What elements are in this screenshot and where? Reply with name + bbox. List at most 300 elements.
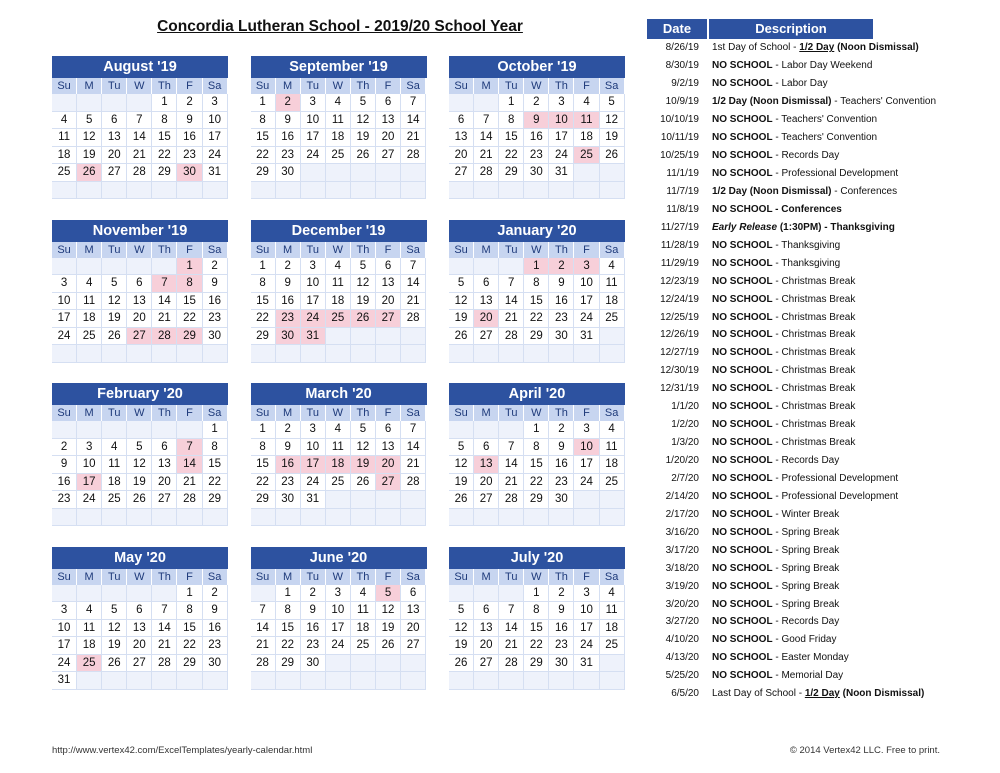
row-description [701,599,947,610]
weekday-label: M [474,242,499,258]
month-grid [449,569,625,690]
day-cell: 6 [376,94,401,112]
empty-cell [449,509,474,527]
row-description [701,419,947,430]
row-description [701,204,947,215]
row-date: 3/17/20 [665,544,699,556]
day-cell: 11 [600,439,625,457]
day-cell: 16 [52,474,77,492]
row-description [701,365,947,376]
table-row [647,236,947,254]
day-cell: 22 [203,474,228,492]
description-part: NO SCHOOL [712,455,773,467]
empty-cell [152,672,177,690]
weekday-label: F [574,569,599,585]
day-cell: 1 [524,421,549,439]
description-part: NO SCHOOL [712,598,773,610]
empty-cell [203,672,228,690]
weekday-label: Tu [499,569,524,585]
day-cell: 15 [152,129,177,147]
description-part: - Christmas Break [772,419,856,431]
weekday-label: M [276,569,301,585]
empty-cell [152,509,177,527]
day-cell: 2 [549,258,574,276]
empty-cell [351,164,376,182]
day-cell: 2 [549,421,574,439]
row-date: 4/10/20 [665,634,699,646]
empty-cell [326,164,351,182]
day-cell: 18 [102,474,127,492]
table-row [647,470,947,488]
row-date: 9/2/19 [671,78,699,90]
row-date: 12/25/19 [660,311,699,323]
day-cell: 14 [251,620,276,638]
day-cell: 22 [524,474,549,492]
empty-cell [77,672,102,690]
table-row [647,398,947,416]
day-cell: 25 [102,491,127,509]
weekday-label: Th [549,405,574,421]
day-cell: 21 [474,147,499,165]
day-cell: 23 [203,637,228,655]
empty-cell [276,672,301,690]
weekday-label: F [177,569,202,585]
day-cell: 17 [52,310,77,328]
day-cell: 16 [203,620,228,638]
empty-cell [449,258,474,276]
empty-cell [474,509,499,527]
weekday-label: F [574,242,599,258]
day-cell: 29 [203,491,228,509]
day-cell: 17 [574,456,599,474]
day-cell: 10 [574,602,599,620]
day-cell: 16 [203,293,228,311]
row-date: 11/28/19 [660,239,699,251]
description-part: - Spring Break [772,544,840,556]
table-row [647,129,947,147]
day-cell: 23 [52,491,77,509]
empty-cell [574,182,599,200]
row-date: 11/29/19 [660,257,699,269]
day-cell: 19 [351,456,376,474]
description-part: NO SCHOOL [712,580,773,592]
day-cell: 27 [401,637,426,655]
day-cell: 6 [376,258,401,276]
day-cell: 5 [376,585,401,603]
row-date: 3/19/20 [665,580,699,592]
row-description [701,491,947,502]
row-date: 10/9/19 [665,96,699,108]
day-cell: 3 [77,439,102,457]
row-date: 8/26/19 [665,42,699,54]
description-part: - Conferences [831,185,898,197]
day-cell: 5 [449,275,474,293]
day-cell: 11 [574,112,599,130]
empty-cell [326,509,351,527]
empty-cell [600,491,625,509]
day-cell: 18 [600,620,625,638]
empty-cell [251,672,276,690]
day-cell: 23 [177,147,202,165]
empty-cell [251,345,276,363]
day-cell: 8 [499,112,524,130]
weekday-label: Tu [499,405,524,421]
day-cell: 17 [301,293,326,311]
day-cell: 17 [574,620,599,638]
day-cell: 3 [326,585,351,603]
month-grid [251,569,427,690]
empty-cell [52,345,77,363]
month-calendar [251,383,427,526]
weekday-label: W [326,569,351,585]
empty-cell [401,345,426,363]
day-cell: 16 [549,620,574,638]
day-cell: 18 [326,456,351,474]
day-cell: 25 [52,164,77,182]
day-cell: 15 [177,620,202,638]
day-cell: 10 [574,275,599,293]
day-cell: 27 [474,491,499,509]
day-cell: 27 [127,328,152,346]
day-cell: 14 [401,112,426,130]
weekday-label: Tu [102,242,127,258]
weekday-label: M [276,242,301,258]
table-row [647,93,947,111]
empty-cell [127,258,152,276]
day-cell: 7 [401,258,426,276]
day-cell: 27 [376,147,401,165]
month-grid [52,569,228,690]
empty-cell [203,182,228,200]
table-row [647,147,947,165]
day-cell: 5 [600,94,625,112]
description-part: NO SCHOOL [712,150,773,162]
description-part: NO SCHOOL [712,347,773,359]
day-cell: 4 [326,421,351,439]
weekday-label: W [524,242,549,258]
weekday-label: F [574,78,599,94]
description-part: NO SCHOOL [712,114,773,126]
day-cell: 29 [524,328,549,346]
weekday-label: Su [251,405,276,421]
empty-cell [127,421,152,439]
day-cell: 7 [474,112,499,130]
empty-cell [401,491,426,509]
day-cell: 17 [301,129,326,147]
weekday-label: Su [251,569,276,585]
day-cell: 3 [301,421,326,439]
day-cell: 22 [251,147,276,165]
weekday-label: Su [251,78,276,94]
day-cell: 27 [449,164,474,182]
empty-cell [574,164,599,182]
description-part: NO SCHOOL [712,60,773,72]
day-cell: 30 [549,655,574,673]
day-cell: 28 [499,328,524,346]
day-cell: 12 [102,620,127,638]
day-cell: 2 [52,439,77,457]
weekday-label: Th [351,78,376,94]
empty-cell [600,164,625,182]
row-description [701,688,947,699]
row-description [701,527,947,538]
date-header: Date [647,19,707,39]
day-cell: 25 [326,474,351,492]
month-grid [52,405,228,526]
day-cell: 16 [549,456,574,474]
description-part: - Thanksgiving [772,257,841,269]
weekday-label: Sa [203,242,228,258]
weekday-label: Tu [301,242,326,258]
description-part: NO SCHOOL [712,239,773,251]
empty-cell [401,182,426,200]
empty-cell [574,672,599,690]
day-cell: 30 [276,491,301,509]
empty-cell [326,328,351,346]
empty-cell [127,182,152,200]
empty-cell [401,672,426,690]
empty-cell [351,182,376,200]
day-cell: 4 [600,258,625,276]
row-date: 1/1/20 [671,401,699,413]
day-cell: 18 [326,293,351,311]
empty-cell [351,509,376,527]
empty-cell [351,328,376,346]
weekday-label: M [474,569,499,585]
row-description [701,42,947,53]
empty-cell [77,421,102,439]
day-cell: 23 [549,310,574,328]
day-cell: 8 [177,602,202,620]
row-description [701,563,947,574]
day-cell: 19 [600,129,625,147]
day-cell: 27 [127,655,152,673]
description-part: - Spring Break [772,562,840,574]
day-cell: 6 [127,602,152,620]
description-part: - Winter Break [772,508,840,520]
day-cell: 22 [251,474,276,492]
weekday-label: M [77,78,102,94]
row-description [701,616,947,627]
weekday-label: M [77,242,102,258]
day-cell: 15 [276,620,301,638]
day-cell: 8 [152,112,177,130]
day-cell: 21 [499,310,524,328]
month-grid [449,78,625,199]
footer-copyright: © 2014 Vertex42 LLC. Free to print. [789,745,940,756]
day-cell: 29 [276,655,301,673]
day-cell: 27 [376,310,401,328]
day-cell: 24 [574,637,599,655]
day-cell: 17 [301,456,326,474]
day-cell: 7 [152,275,177,293]
day-cell: 22 [152,147,177,165]
empty-cell [524,182,549,200]
day-cell: 28 [152,655,177,673]
day-cell: 21 [401,456,426,474]
row-description [701,294,947,305]
day-cell: 26 [77,164,102,182]
day-cell: 4 [574,94,599,112]
day-cell: 2 [276,258,301,276]
day-cell: 17 [549,129,574,147]
empty-cell [177,509,202,527]
weekday-label: Sa [203,78,228,94]
month-grid [449,242,625,363]
day-cell: 1 [524,585,549,603]
day-cell: 13 [401,602,426,620]
day-cell: 19 [449,310,474,328]
day-cell: 9 [524,112,549,130]
empty-cell [276,345,301,363]
day-cell: 5 [102,275,127,293]
row-description [701,634,947,645]
day-cell: 15 [251,129,276,147]
day-cell: 10 [574,439,599,457]
empty-cell [152,585,177,603]
month-calendar [52,220,228,363]
empty-cell [524,345,549,363]
row-date: 12/30/19 [660,365,699,377]
day-cell: 4 [326,258,351,276]
weekday-label: Th [549,569,574,585]
month-grid [449,405,625,526]
day-cell: 26 [102,328,127,346]
empty-cell [52,421,77,439]
description-part: - Christmas Break [772,383,856,395]
day-cell: 30 [203,655,228,673]
day-cell: 4 [351,585,376,603]
day-cell: 15 [251,456,276,474]
empty-cell [203,345,228,363]
empty-cell [77,182,102,200]
day-cell: 12 [127,456,152,474]
day-cell: 5 [77,112,102,130]
day-cell: 28 [401,147,426,165]
day-cell: 31 [549,164,574,182]
day-cell: 7 [499,602,524,620]
day-cell: 31 [301,328,326,346]
weekday-label: W [524,569,549,585]
description-header: Description [709,19,873,39]
day-cell: 30 [276,164,301,182]
day-cell: 24 [574,474,599,492]
table-row [647,254,947,272]
day-cell: 6 [449,112,474,130]
day-cell: 8 [251,275,276,293]
empty-cell [102,421,127,439]
day-cell: 28 [127,164,152,182]
day-cell: 29 [524,655,549,673]
day-cell: 31 [301,491,326,509]
weekday-label: Tu [499,242,524,258]
day-cell: 8 [251,439,276,457]
table-row [647,595,947,613]
month-calendar [52,383,228,526]
day-cell: 5 [127,439,152,457]
table-row [647,111,947,129]
empty-cell [600,345,625,363]
row-description [701,240,947,251]
table-row [647,452,947,470]
description-part: 1/2 Day [799,42,835,54]
day-cell: 27 [102,164,127,182]
weekday-label: Th [152,569,177,585]
row-date: 10/25/19 [660,150,699,162]
empty-cell [449,94,474,112]
row-date: 6/5/20 [671,688,699,700]
day-cell: 22 [251,310,276,328]
day-cell: 22 [524,637,549,655]
empty-cell [102,509,127,527]
table-row [647,523,947,541]
month-grid [52,242,228,363]
empty-cell [52,258,77,276]
day-cell: 31 [574,328,599,346]
table-row [647,631,947,649]
table-body [647,39,947,703]
description-part: NO SCHOOL [712,634,773,646]
day-cell: 11 [326,275,351,293]
day-cell: 26 [351,147,376,165]
empty-cell [152,182,177,200]
empty-cell [376,655,401,673]
day-cell: 11 [102,456,127,474]
empty-cell [449,585,474,603]
empty-cell [401,509,426,527]
day-cell: 29 [251,491,276,509]
day-cell: 21 [499,474,524,492]
description-part: - Professional Development [772,168,899,180]
empty-cell [449,182,474,200]
empty-cell [177,182,202,200]
row-description [701,78,947,89]
day-cell: 11 [326,112,351,130]
month-calendar [449,383,625,526]
day-cell: 10 [326,602,351,620]
day-cell: 14 [177,456,202,474]
description-part: - Christmas Break [772,275,856,287]
day-cell: 28 [152,328,177,346]
description-part: NO SCHOOL [712,383,773,395]
weekday-label: W [127,405,152,421]
table-row [647,667,947,685]
day-cell: 17 [203,129,228,147]
day-cell: 30 [549,491,574,509]
day-cell: 13 [449,129,474,147]
day-cell: 2 [301,585,326,603]
empty-cell [52,182,77,200]
day-cell: 23 [524,147,549,165]
day-cell: 8 [524,275,549,293]
empty-cell [301,345,326,363]
month-calendar [52,547,228,690]
day-cell: 29 [177,655,202,673]
day-cell: 12 [600,112,625,130]
day-cell: 2 [177,94,202,112]
month-title: November '19 [52,220,228,242]
day-cell: 27 [376,474,401,492]
day-cell: 6 [474,439,499,457]
description-part: - Christmas Break [772,401,856,413]
month-calendar [251,220,427,363]
empty-cell [102,672,127,690]
day-cell: 24 [301,474,326,492]
day-cell: 21 [499,637,524,655]
day-cell: 19 [102,310,127,328]
weekday-label: M [77,569,102,585]
day-cell: 3 [574,585,599,603]
